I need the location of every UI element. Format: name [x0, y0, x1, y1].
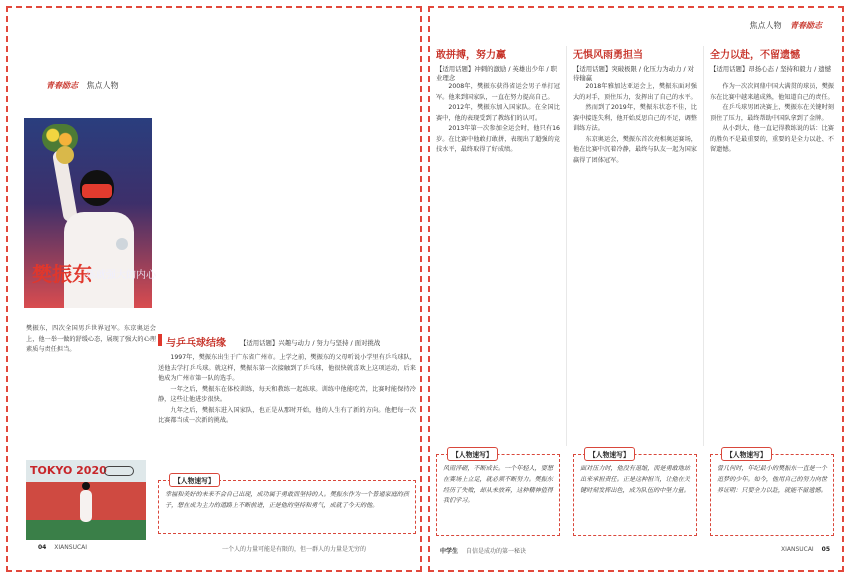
column-paragraph: 作为一次次问鼎中国大满贯的球员，樊振东在比赛中越来越成熟，他知道自己的责任。 [710, 83, 834, 101]
note-label: 【人物速写】 [721, 447, 772, 461]
right-footer-right [781, 546, 830, 553]
footer-site: XIANSUCAI [780, 546, 814, 553]
person-subtitle: 练就强大的内心 [86, 270, 156, 281]
column-paragraph: 2018年雅加达亚运会上，樊振东面对强大的对手，顶住压力，发挥出了自己的水平。 [573, 83, 697, 101]
column-divider [703, 46, 704, 446]
note-label: 【人物速写】 [169, 473, 220, 487]
note-box [158, 477, 416, 534]
tokyo-photo [26, 460, 146, 540]
column-title-1: 敢拼搏，努力赢 [436, 50, 506, 61]
column-paragraph: 2008年，樊振东获得省运会男子单打冠军。他来到国家队，一直在努力提高自己。 [436, 83, 560, 101]
column-body-2 [573, 82, 697, 446]
column-topic-3: 【适用话题】昂扬心态 / 坚持和毅力 / 遗憾 [710, 65, 832, 73]
column-topic-2: 【适用话题】突破极限 / 化压力为动力 / 对待输赢 [573, 65, 695, 82]
page-number: 05 [821, 546, 830, 553]
note-label: 【人物速写】 [447, 447, 498, 461]
note-label: 【人物速写】 [584, 447, 635, 461]
tokyo-label: TOKYO 2020 [30, 464, 107, 477]
right-running-head [749, 20, 822, 31]
note-box-2 [573, 451, 697, 536]
note-box-3 [710, 451, 834, 536]
column-divider [566, 46, 567, 446]
player-shape [80, 490, 92, 522]
column-paragraph: 从小到大，他一直记得教练说的话：比赛的胜负不是最重要的，重要的是全力以赴、不留遗憾。 [710, 125, 834, 153]
footer-slogan: 自信是成功的第一秘诀 [465, 548, 526, 555]
column-body-3 [710, 82, 834, 446]
footer-brand: XIANSUCAI [54, 544, 88, 551]
footer-brand: 中学生 [440, 548, 459, 555]
left-body [158, 353, 416, 473]
note-text: 风雨淬砺，不断成长。一个年轻人，要想在赛场上立足，就必须不断努力。樊振东经历了失败，却从未放弃，这种精神值得我们学习。 [443, 465, 553, 505]
left-footer [38, 544, 87, 551]
column-paragraph: 东京奥运会，樊振东首次亮相奥运赛场，他在比赛中沉着冷静，最终与队友一起为国家赢得了团体冠军。 [573, 135, 697, 164]
right-brand: 青春励志 [790, 21, 822, 30]
section-bar [158, 334, 162, 346]
left-page [6, 6, 422, 572]
left-body-paragraph: 一年之后，樊振东在体校训练，每天和教练一起练球。训练中他能吃苦，比赛时能保持冷静，这些让他进步很快。 [158, 385, 416, 403]
photo-caption: 樊振东，四次全国男乒世界冠军。东京奥运会上，他一举一做的舒缓心态，展现了强大的心理素质与责任担当。 [26, 325, 156, 353]
note-text: 曾几何时，年纪最小的樊振东一直是一个追梦的少年。如今，他用自己的努力向世界证明：只要全力以赴，就能不留遗憾。 [717, 465, 827, 494]
person-name: 樊振东 [32, 262, 92, 286]
column-paragraph: 2013年第一次参加全运会时，他只有16岁。在比赛中他敢打敢拼，表现出了超强的竞技水平，最终取得了好成绩。 [436, 125, 560, 153]
column-paragraph: 然而到了2019年，樊振东状态不佳，比赛中接连失利，他开始反思自己的不足，调整训练方法。 [573, 104, 697, 132]
left-section: 焦点人物 [86, 81, 119, 90]
olympic-rings-icon [104, 466, 134, 476]
left-brand: 青春励志 [46, 81, 78, 90]
note-text: 幸福和美好的未来不会自己出现，成功属于勇敢而坚持的人。樊振东作为一个普通家庭的孩子，想在成为主力的道路上不断前进，正是他的坚持和勇气，成就了今天的他。 [165, 491, 409, 509]
left-running-head [46, 80, 119, 91]
right-page [428, 6, 844, 572]
column-paragraph: 2012年，樊振东加入国家队。在全国比赛中，他的表现受到了教练们的认可。 [436, 104, 560, 122]
mask-shape [82, 184, 112, 198]
page-number: 04 [38, 544, 47, 551]
column-paragraph: 在乒乓球男团决赛上，樊振东在关键时刻顶住了压力，最终帮助中国队拿到了金牌。 [710, 104, 834, 122]
silver-medal-icon [116, 238, 128, 250]
note-text: 面对压力时，他没有退缩，而是勇敢地站出来承担责任。正是这种担当，让他在关键时刻发挥出色，成为队伍的中坚力量。 [580, 465, 690, 494]
column-title-3: 全力以赴，不留遗憾 [710, 50, 800, 61]
column-title-2: 无惧风雨勇担当 [573, 50, 643, 61]
right-section: 焦点人物 [749, 21, 782, 30]
section-topic: 【适用话题】兴趣与动力 / 努力与坚持 / 面对挑战 [240, 339, 381, 347]
column-body-1 [436, 82, 560, 446]
note-box-1 [436, 451, 560, 536]
column-topic-1: 【适用话题】冲刺的激励 / 英雄出少年 / 职业理念 [436, 65, 558, 82]
gold-medal-icon [56, 146, 74, 164]
right-footer-left [440, 546, 526, 555]
section-title: 与乒乓球结缘 [166, 338, 226, 349]
left-body-paragraph: 九年之后，樊振东进入国家队，也正是从那时开始，他的人生有了新的方向。他把每一次比赛都当成一次新的挑战。 [158, 406, 416, 424]
left-body-paragraph: 1997年，樊振东出生于广东省广州市。上学之前，樊振东的父母听说小学里有乒乓球队，送他去学打乒乓球。就这样，樊振东第一次接触到了乒乓球，他很快就喜欢上这项运动，后来他成为广州市第一队的选手。 [158, 354, 416, 382]
footer-slogan: 一个人的力量可能是有限的，但一群人的力量是无穷的 [222, 546, 367, 553]
